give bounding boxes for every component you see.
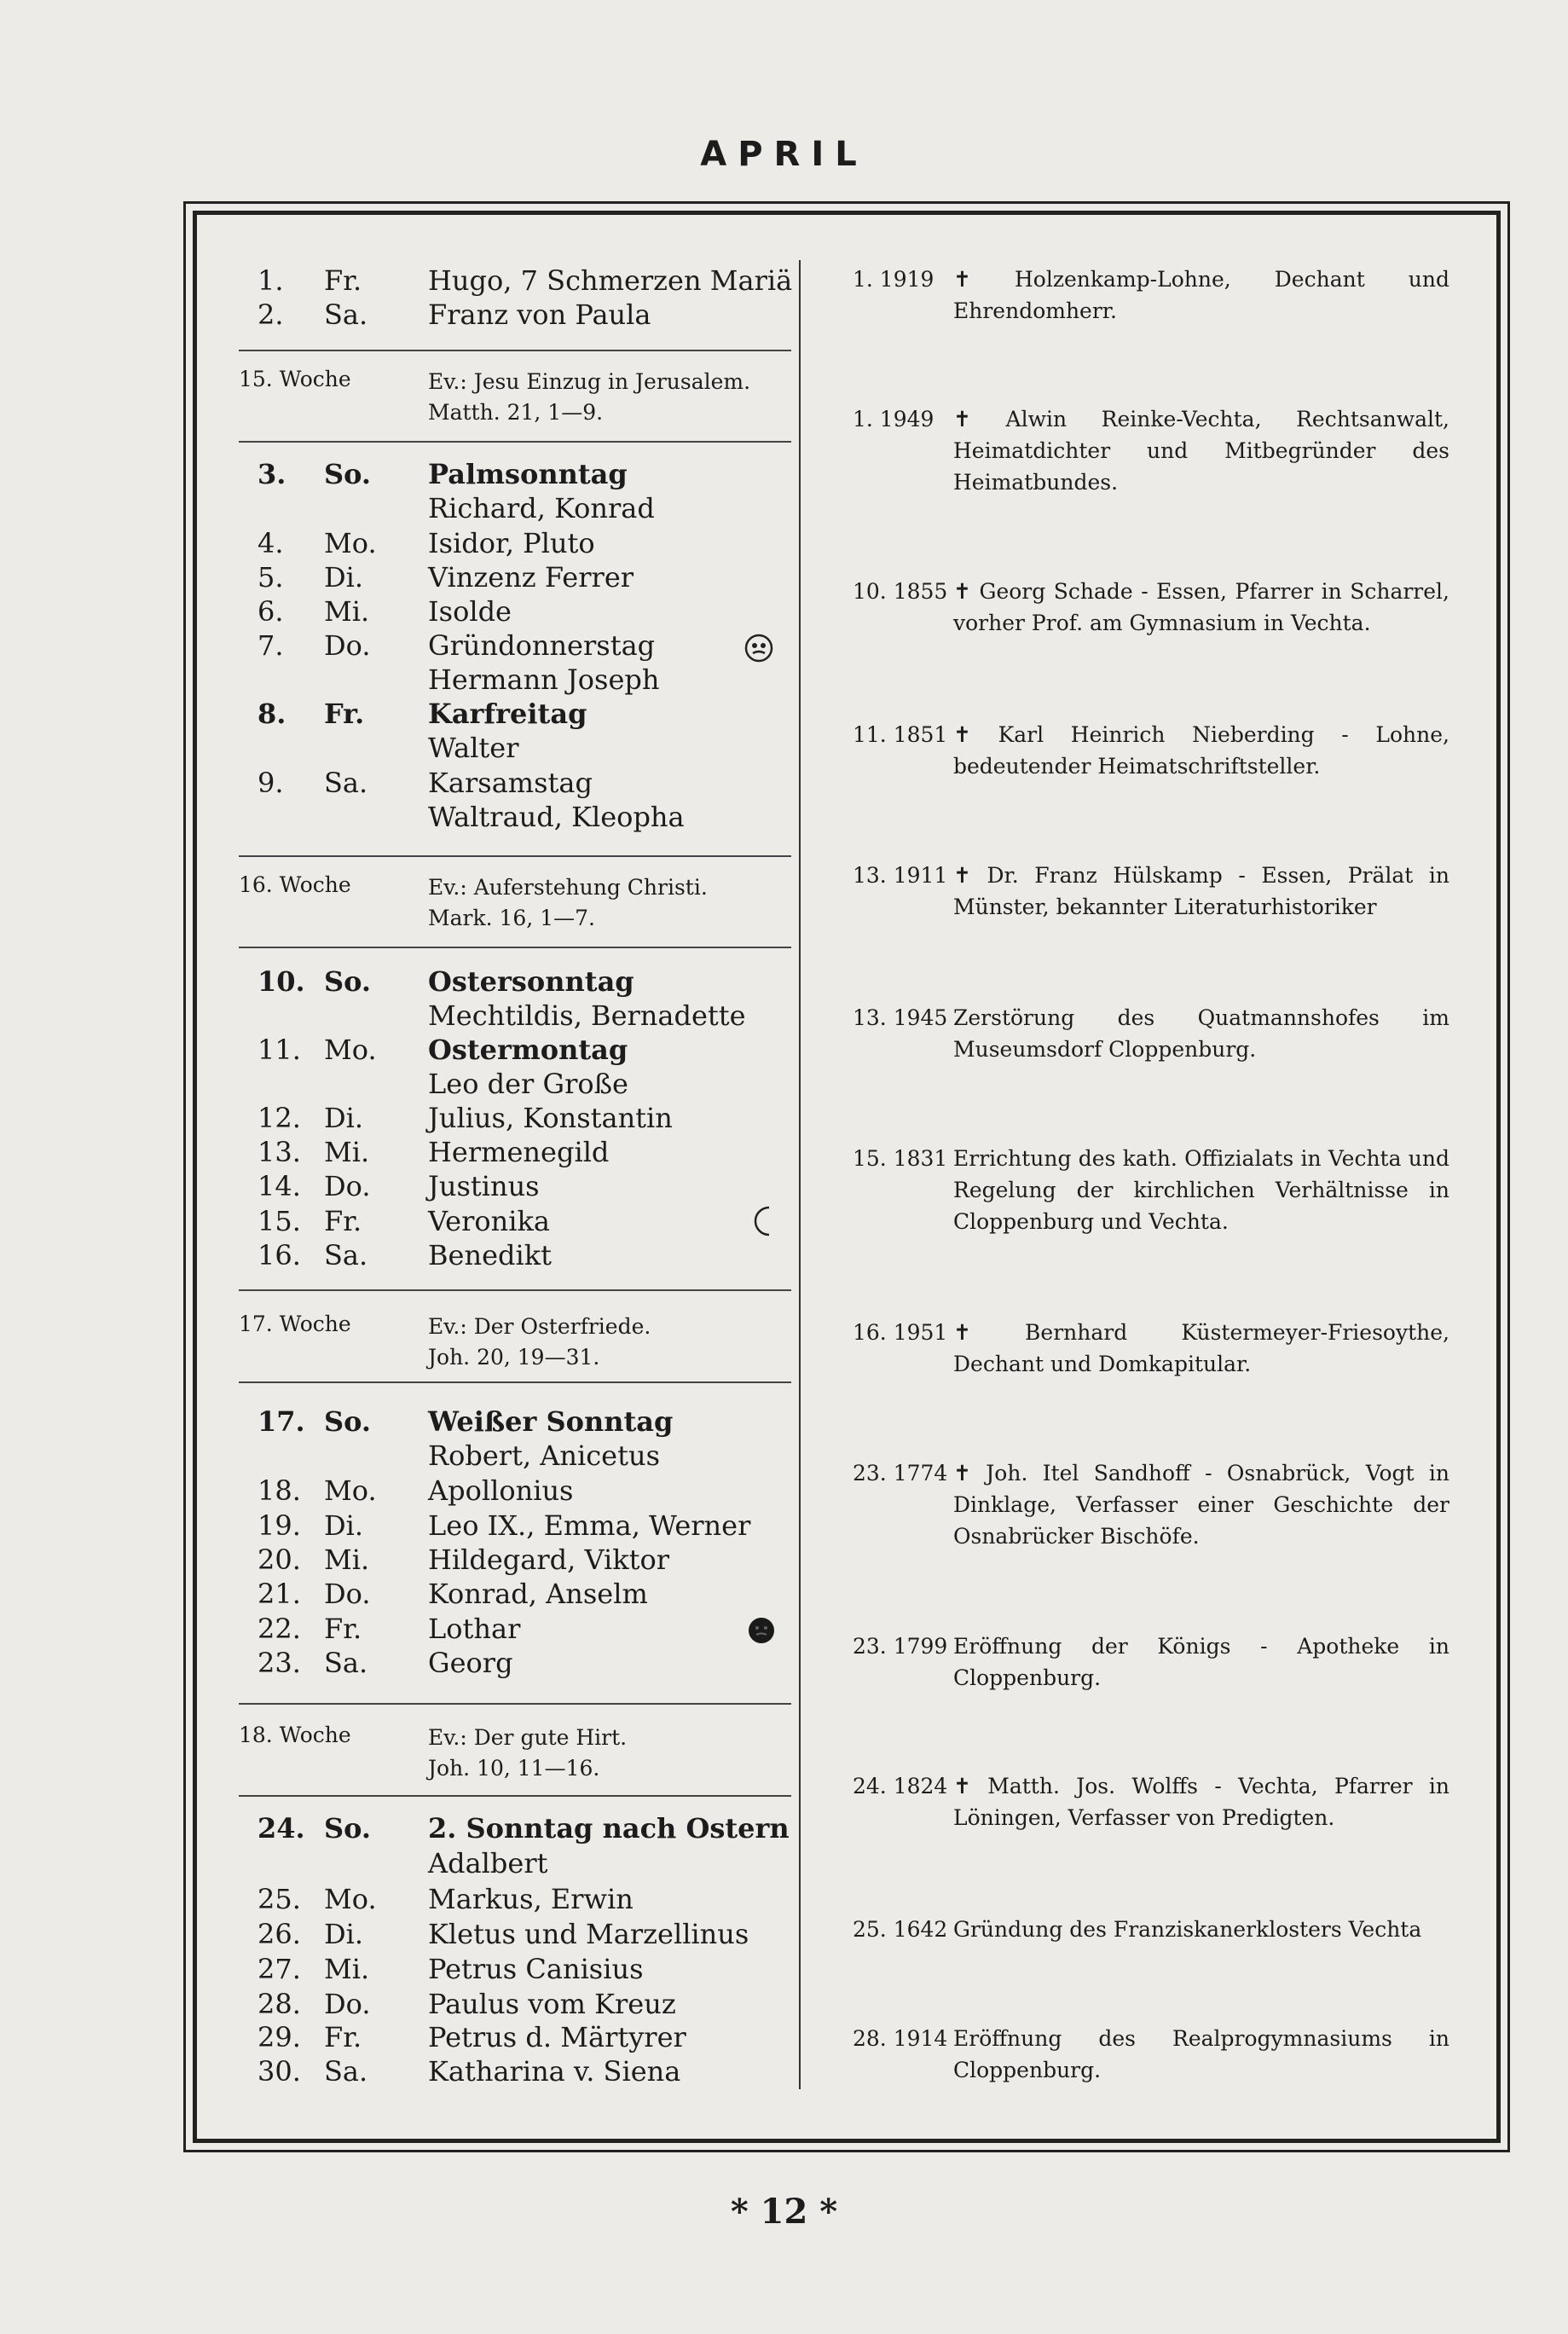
page-number: * 12 * [730,2192,838,2232]
saints-line: Robert, Anicetus [428,1439,660,1472]
last-quarter-moon-icon [750,1205,776,1237]
history-entry: 28. 1914 Eröffnung des Realprogymnasiums in Cloppenburg. [853,2026,1449,2082]
separator [239,1381,791,1383]
first-quarter-crescent-icon [753,2023,775,2055]
page-title: APRIL [700,135,868,174]
saints-line: Waltraud, Kleopha [428,801,685,833]
history-entry: 23. 1799 Eröffnung der Königs - Apotheke in Cloppenburg. [853,1634,1449,1690]
history-entry: 1. 1919 ✝ Holzenkamp-Lohne, Dechant und Ehrendomherr. [853,267,1449,323]
saints-line: Hermann Joseph [428,663,660,696]
column-divider [799,260,801,2089]
history-entry: 25. 1642 Gründung des Franziskanerklosters Vechta [853,1917,1422,1942]
separator [239,350,791,351]
saints-line: Adalbert [428,1847,548,1879]
history-entry: 10. 1855 ✝ Georg Schade - Essen, Pfarrer in Scharrel, vorher Prof. am Gymnasium in Vechta. [853,579,1449,635]
history-entry: 23. 1774 ✝ Joh. Itel Sandhoff - Osnabrück, Vogt in Dinklage, Verfasser einer Geschichte der Osnabrücker Bischöfe. [853,1461,1449,1549]
history-entry: 15. 1831 Errichtung des kath. Offizialats in Vechta und Regelung der kirchlichen Verhältnisse in Cloppenburg und Vechta. [853,1146,1449,1234]
separator [239,1703,791,1705]
saints-line: Walter [428,732,519,764]
new-moon-icon [747,1616,776,1645]
separator [239,1289,791,1291]
history-entry: 13. 1911 ✝ Dr. Franz Hülskamp - Essen, Prälat in Münster, bekannter Literaturhistoriker [853,863,1449,919]
history-entry: 16. 1951 ✝ Bernhard Küstermeyer-Friesoythe, Dechant und Domkapitular. [853,1320,1449,1376]
history-entry: 11. 1851 ✝ Karl Heinrich Nieberding - Lohne, bedeutender Heimatschriftsteller. [853,722,1449,779]
saints-line: Mechtildis, Bernadette [428,999,746,1032]
history-entry: 1. 1949 ✝ Alwin Reinke-Vechta, Rechtsanwalt, Heimatdichter und Mitbegründer des Heimatbundes. [853,407,1449,495]
separator [239,855,791,857]
history-entry: 24. 1824 ✝ Matth. Jos. Wolffs - Vechta, Pfarrer in Löningen, Verfasser von Predigten. [853,1774,1449,1830]
history-entry: 13. 1945 Zerstörung des Quatmannshofes im Museumsdorf Cloppenburg. [853,1005,1449,1062]
saints-line: Leo der Große [428,1068,628,1100]
separator [239,441,791,443]
separator [239,947,791,948]
saints-line: Richard, Konrad [428,492,655,524]
first-quarter-moon-icon [743,633,774,663]
separator [239,1795,791,1797]
